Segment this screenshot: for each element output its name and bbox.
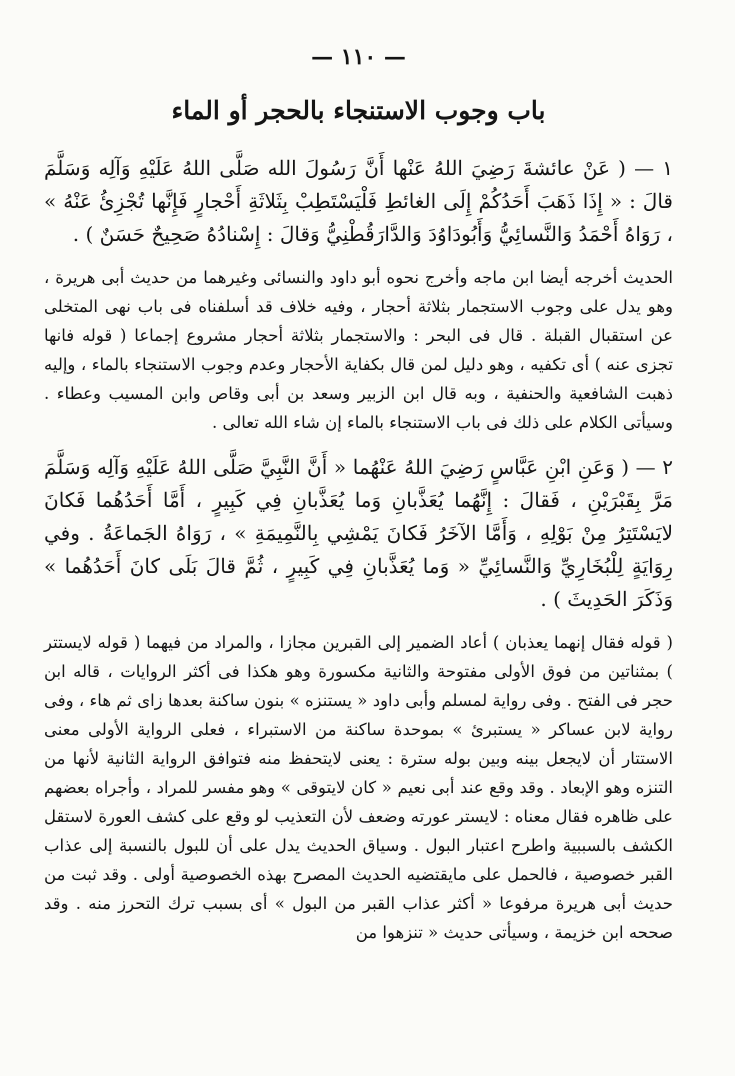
- hadith-1-text: ١ — ( عَنْ عائشةَ رَضِيَ اللهُ عَنْها أَنَّ رَسُولَ الله صَلَّى اللهُ عَلَيْهِ وَآلِه وَسَلَّمَ قالَ : « إِذَا ذَهَبَ أَحَدُكُمْ إِلَى الغائطِ فَلْيَسْتَطِبْ بِثَلاثَةِ أَحْجارٍ فَإِنَّها تُجْزِئُ عَنْهُ » ، رَوَاهُ أَحْمَدُ وَالنَّسائِيُّ وَأَبُودَاوُدَ وَالدَّارَقُطْنِيُّ وَقالَ : إِسْنادُهُ صَحِيحٌ حَسَنٌ ) .: [44, 156, 673, 246]
- hadith-2-text: ٢ — ( وَعَنِ ابْنِ عَبَّاسٍ رَضِيَ اللهُ عَنْهُما « أَنَّ النَّبِيَّ صَلَّى اللهُ عَلَيْهِ وَآلِه وَسَلَّمَ مَرَّ بِقَبْرَيْنِ ، فَقالَ : إِنَّهُما يُعَذَّبانِ وَما يُعَذَّبانِ فِي كَبِيرٍ ، أَمَّا أَحَدُهُما فَكانَ لايَسْتَتِرُ مِنْ بَوْلِهِ ، وَأَمَّا الآخَرُ فَكانَ يَمْشِي بِالنَّمِيمَةِ » ، رَوَاهُ الجَماعَةُ . وفي رِوَايَةٍ لِلْبُخَارِيِّ وَالنَّسائِيِّ « وَما يُعَذَّبانِ فِي كَبِيرٍ ، ثُمَّ قالَ بَلَى كانَ أَحَدُهُما » وَذَكَرَ الحَدِيثَ ) .: [44, 455, 673, 611]
- page-number: — ١١٠ —: [311, 44, 406, 70]
- commentary-1-text: الحديث أخرجه أيضا ابن ماجه وأخرج نحوه أبو داود والنسائى وغيرهما من حديث أبى هريرة ، وهو يدل على وجوب الاستجمار بثلاثة أحجار ، وفيه خلاف قد أسلفناه فى باب نهى المتخلى عن استقبال القبلة . قال فى البحر : والاستجمار بثلاثة أحجار مشروع إجماعا ( قوله فانها تجزى عنه ) أى تكفيه ، وهو دليل لمن قال بكفاية الأحجار وعدم وجوب الاستنجاء بالماء ، وإليه ذهبت الشافعية والحنفية ، وبه قال ابن الزبير وسعد بن أبى وقاص وابن المسيب وعطاء . وسيأتى الكلام على ذلك فى باب الاستنجاء بالماء إن شاء الله تعالى .: [44, 268, 673, 432]
- commentary-2-text: ( قوله فقال إنهما يعذبان ) أعاد الضمير إلى القبرين مجازا ، والمراد من فيهما ( قوله لايستتر ) بمثناتين من فوق الأولى مفتوحة والثانية مكسورة وهو هكذا فى أكثر الروايات ، قاله ابن حجر فى الفتح . وفى رواية لمسلم وأبى داود « يستنزه » بنون ساكنة بعدها زاى ثم هاء ، وفى رواية لابن عساكر « يستبرئ » بموحدة ساكنة من الاستبراء ، فعلى الرواية الأولى معنى الاستتار أن لايجعل بينه وبين بوله سترة : يعنى لايتحفظ منه فتوافق الرواية الثانية لأنها من التنزه وهو الإبعاد . وقد وقع عند أبى نعيم « كان لايتوقى » وهو مفسر للمراد ، وأجراه بعضهم على ظاهره فقال معناه : لايستر عورته وضعف لأن التعذيب لو وقع على كشف العورة لاستقل الكشف بالسببية واطرح اعتبار البول . وسياق الحديث يدل على أن للبول بالنسبة إلى عذاب القبر خصوصية ، فالحمل على مايقتضيه الحديث المصرح بهذه الخصوصية أولى . وقد ثبت من حديث أبى هريرة مرفوعا « أكثر عذاب القبر من البول » أى بسبب ترك التحرز منه . وقد صححه ابن خزيمة ، وسيأتى حديث « تنزهوا من: [44, 633, 673, 942]
- chapter-title: باب وجوب الاستنجاء بالحجر أو الماء: [171, 96, 546, 125]
